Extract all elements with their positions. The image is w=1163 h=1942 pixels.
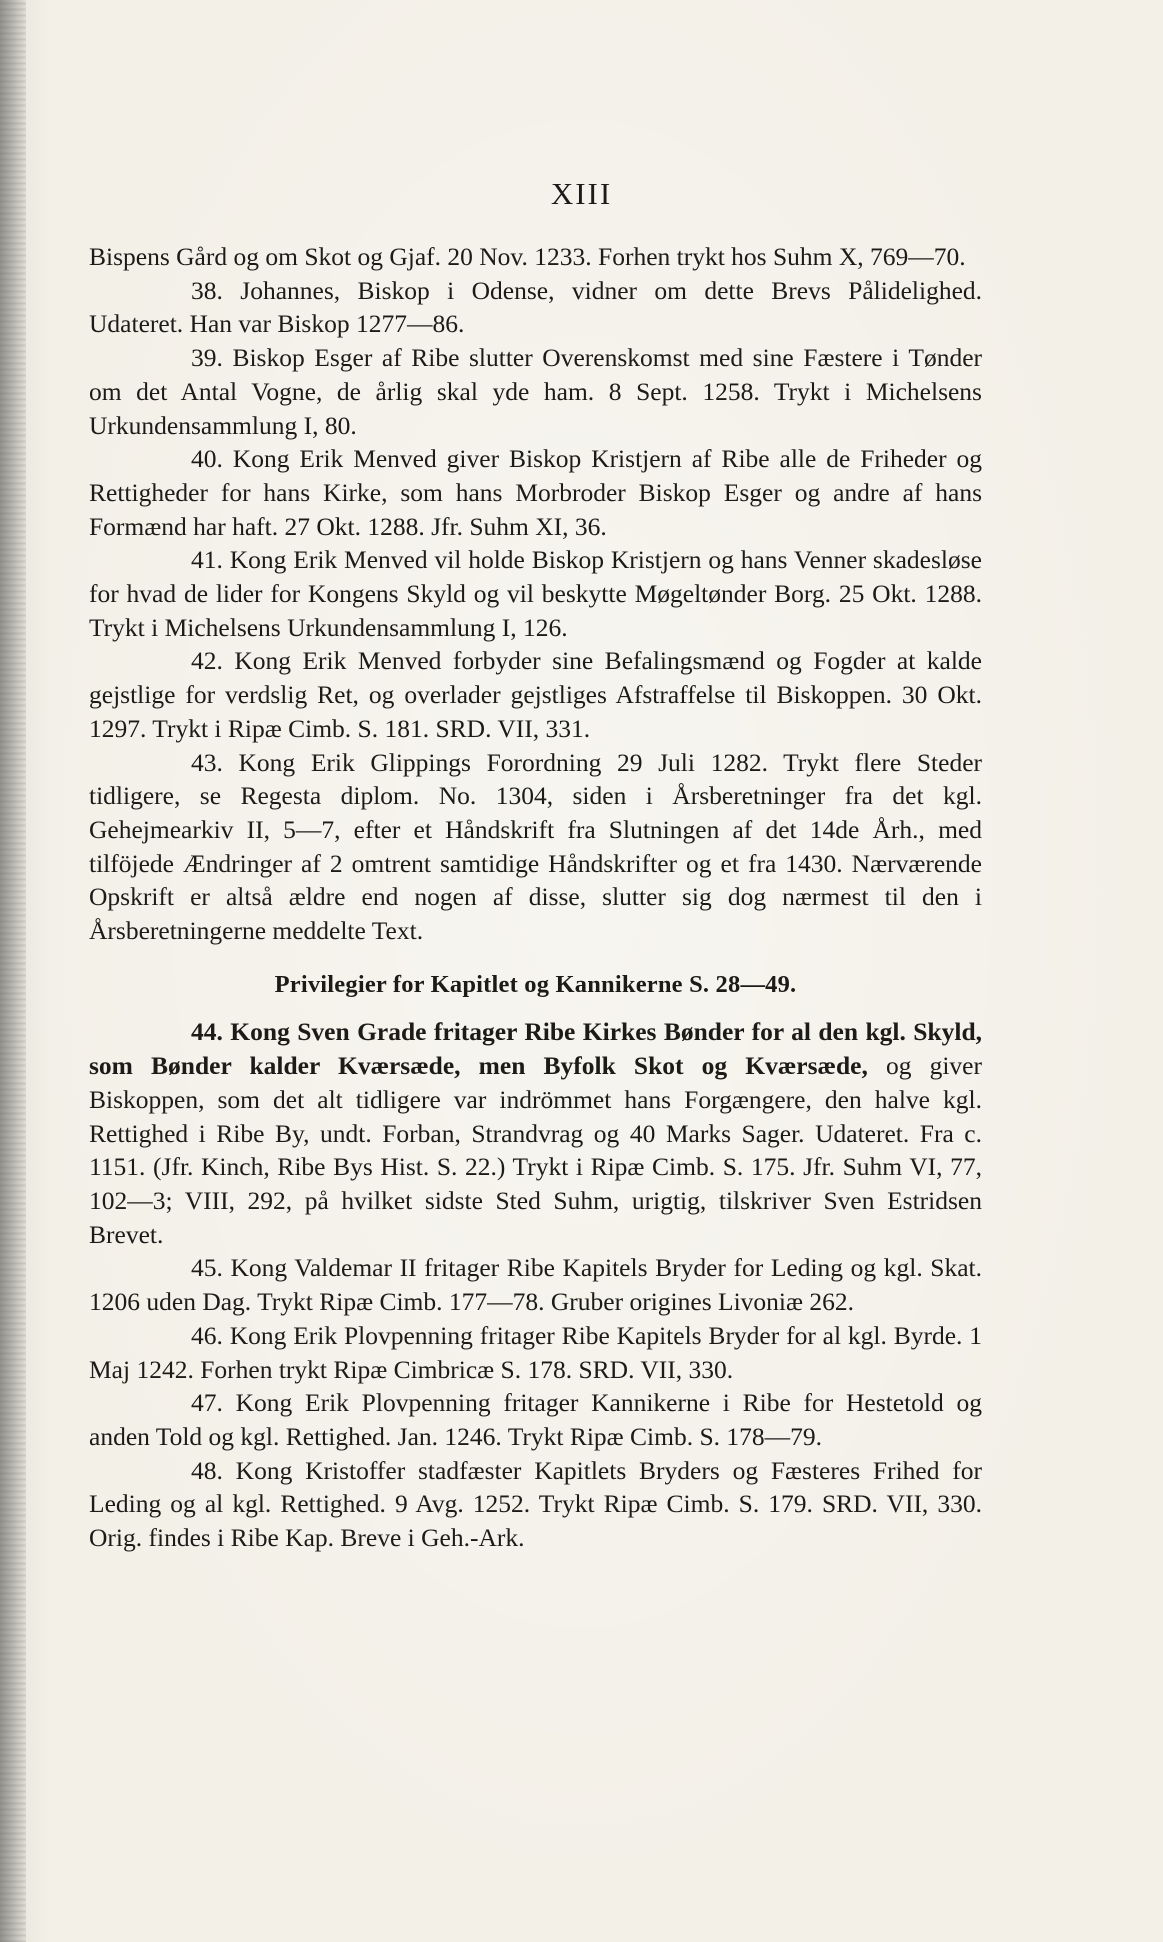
entry-number: 38. bbox=[191, 275, 223, 305]
entry-number: 41. bbox=[191, 545, 223, 575]
entry-number: 39. bbox=[191, 343, 223, 373]
entry-text: Kong Erik Plovpenning fritager Kannikerne i Ribe for Hestetold og anden Told og kgl. Rettighed. Jan. 1246. Trykt Ripæ Cimb. S. 178—79. bbox=[89, 1388, 982, 1451]
entry-number: 40. bbox=[191, 444, 223, 474]
document-body bbox=[89, 240, 982, 1555]
paragraph-text: Bispens Gård og om Skot og Gjaf. 20 Nov. 1233. Forhen trykt hos Suhm X, 769—70. bbox=[89, 242, 966, 271]
entry-47 bbox=[89, 1386, 982, 1453]
entry-46 bbox=[89, 1319, 982, 1386]
entry-40 bbox=[89, 442, 982, 543]
entry-41 bbox=[89, 543, 982, 644]
entry-number: 44. bbox=[191, 1017, 223, 1047]
page-number: XIII bbox=[550, 176, 613, 211]
entry-text: Kong Erik Glippings Forordning 29 Juli 1282. Trykt flere Steder tidligere, se Regesta diplom. No. 1304, siden i Årsberetninger fra det kgl. Gehejmearkiv II, 5—7, efter et Håndskrift fra Slutningen af det 14de Årh., med tilföjede Ændringer af 2 omtrent samtidige Håndskrifter og et fra 1430. Nærværende Opskrift er altså ældre end nogen af disse, slutter sig dog nærmest til den i Årsberetningerne meddelte Text. bbox=[89, 747, 982, 946]
entry-number: 42. bbox=[191, 646, 223, 676]
entry-text: og giver Biskoppen, som det alt tidligere var indrömmet hans Forgængere, den halve kgl. Rettighed i Ribe By, undt. Forban, Strandvrag og 40 Marks Sager. Udateret. Fra c. 1151. (Jfr. Kinch, Ribe Bys Hist. S. 22.) Trykt i Ripæ Cimb. S. 175. Jfr. Suhm VI, 77, 102—3; VIII, 292, på hvilket sidste Sted Suhm, urigtig, tilskriver Sven Estridsen Brevet. bbox=[89, 1051, 982, 1249]
entry-text: Biskop Esger af Ribe slutter Overenskomst med sine Fæstere i Tønder om det Antal Vogne, de årlig skal yde ham. 8 Sept. 1258. Trykt i Michelsens Urkundensammlung I, 80. bbox=[89, 343, 983, 440]
page-edge-shadow bbox=[0, 0, 26, 1942]
entry-text: Johannes, Biskop i Odense, vidner om dette Brevs Pålidelighed. Udateret. Han var Biskop 1277—86. bbox=[89, 275, 983, 339]
entry-text: Kong Erik Menved forbyder sine Befalingsmænd og Fogder at kalde gejstlige for verdslig Ret, og overlader gejstliges Afstraffelse til Biskoppen. 30 Okt. 1297. Trykt i Ripæ Cimb. S. 181. SRD. VII, 331. bbox=[89, 646, 982, 743]
entry-45 bbox=[89, 1251, 982, 1318]
entry-number: 45. bbox=[191, 1253, 223, 1283]
entry-42 bbox=[89, 644, 982, 745]
entry-text: Kong Erik Menved vil holde Biskop Kristjern og hans Venner skadesløse for hvad de lider for Kongens Skyld og vil beskytte Møgeltønder Borg. 25 Okt. 1288. Trykt i Michelsens Urkundensammlung I, 126. bbox=[89, 545, 982, 642]
entry-43 bbox=[89, 746, 982, 948]
paragraph-intro bbox=[89, 240, 982, 274]
entry-bold-lead: Kong Sven Grade fritager Ribe Kirkes Bønder for al den kgl. Skyld, som Bønder kalder Kværsæde, men Byfolk Skot og Kværsæde, bbox=[89, 1017, 983, 1081]
entry-number: 48. bbox=[191, 1455, 223, 1485]
entry-text: Kong Erik Plovpenning fritager Ribe Kapitels Bryder for al kgl. Byrde. 1 Maj 1242. Forhen trykt Ripæ Cimbricæ S. 178. SRD. VII, 330. bbox=[89, 1320, 982, 1384]
entry-39 bbox=[89, 341, 982, 442]
entry-38 bbox=[89, 274, 982, 341]
entry-48 bbox=[89, 1454, 982, 1555]
entry-44 bbox=[89, 1015, 982, 1251]
entry-number: 47. bbox=[191, 1388, 223, 1418]
entry-text: Kong Valdemar II fritager Ribe Kapitels Bryder for Leding og kgl. Skat. 1206 uden Dag. Trykt Ripæ Cimb. 177—78. Gruber origines Livoniæ 262. bbox=[89, 1253, 982, 1317]
entry-number: 43. bbox=[191, 747, 223, 777]
entry-text: Kong Kristoffer stadfæster Kapitlets Bryders og Fæsteres Frihed for Leding og al kgl. Rettighed. 9 Avg. 1252. Trykt Ripæ Cimb. S. 179. SRD. VII, 330. Orig. findes i Ribe Kap. Breve i Geh.-Ark. bbox=[89, 1455, 983, 1553]
section-title: Privilegier for Kapitlet og Kannikerne S. 28—49. bbox=[274, 970, 797, 998]
entry-number: 46. bbox=[191, 1320, 223, 1350]
entry-text: Kong Erik Menved giver Biskop Kristjern af Ribe alle de Friheder og Rettigheder for hans Kirke, som hans Morbroder Biskop Esger og andre af hans Formænd har haft. 27 Okt. 1288. Jfr. Suhm XI, 36. bbox=[89, 444, 983, 541]
